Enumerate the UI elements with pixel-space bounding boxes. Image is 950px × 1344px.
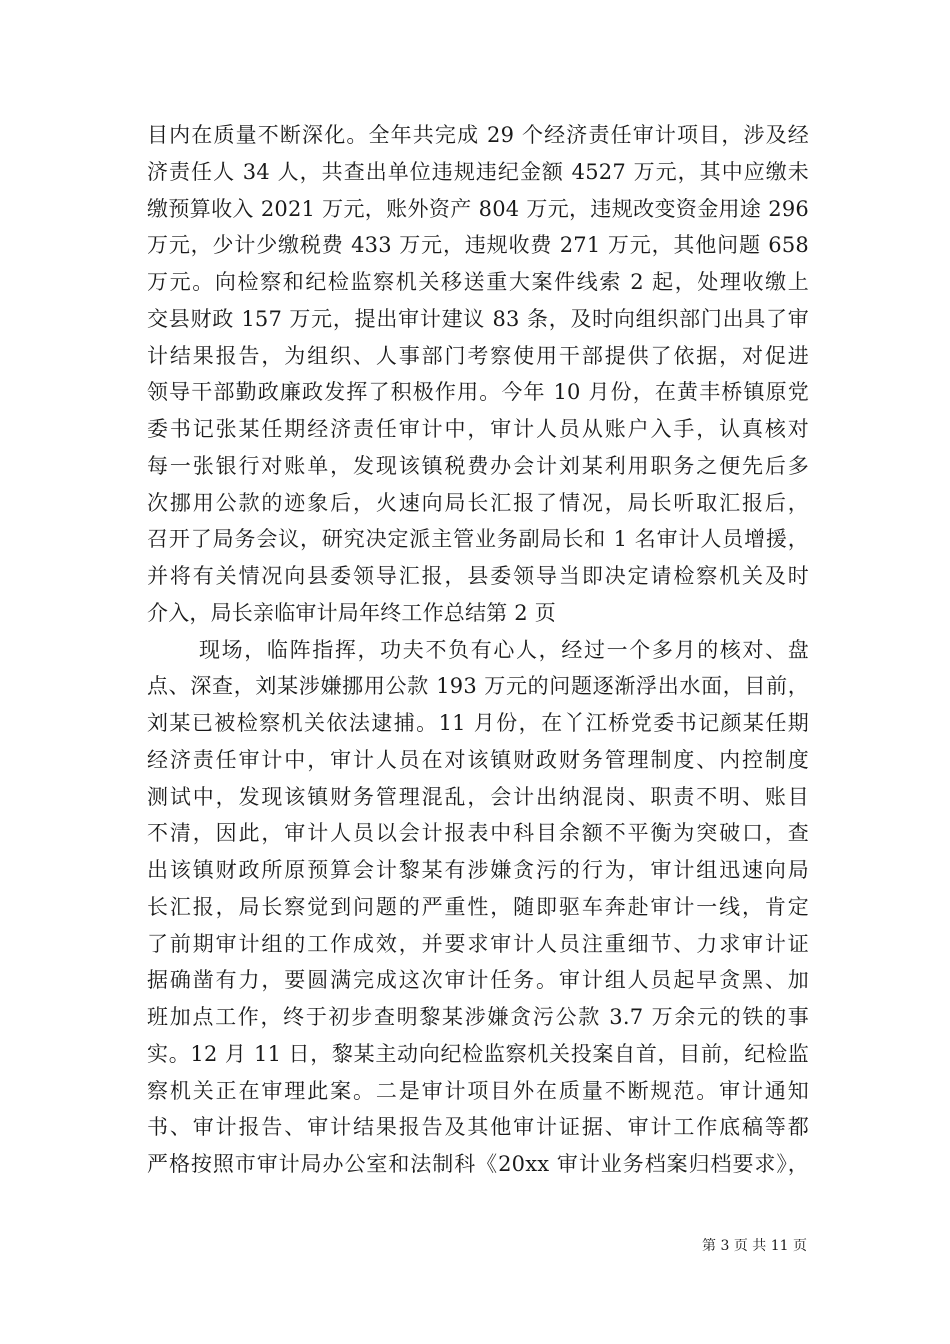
text-line: 委书记张某任期经济责任审计中，审计人员从账户入手，认真核对	[147, 417, 809, 441]
text-line: 目内在质量不断深化。全年共完成 29 个经济责任审计项目，涉及经	[147, 123, 809, 147]
text-line: 察机关正在审理此案。二是审计项目外在质量不断规范。审计通知	[147, 1078, 809, 1103]
text-line: 次挪用公款的迹象后，火速向局长汇报了情况，局长听取汇报后，	[147, 490, 809, 515]
body-text	[147, 117, 809, 1183]
text-line: 交县财政 157 万元，提出审计建议 83 条，及时向组织部门出具了审	[147, 306, 809, 331]
text-line: 不清，因此，审计人员以会计报表中科目余额不平衡为突破口，查	[147, 821, 809, 846]
text-line: 长汇报，局长察觉到问题的严重性，随即驱车奔赴审计一线，肯定	[147, 894, 809, 919]
text-line: 测试中，发现该镇财务管理混乱，会计出纳混岗、职责不明、账目	[147, 784, 809, 809]
text-line-paragraph-start: 现场，临阵指挥，功夫不负有心人，经过一个多月的核对、盘	[199, 637, 809, 662]
text-line: 万元。向检察和纪检监察机关移送重大案件线索 2 起，处理收缴上	[147, 270, 809, 294]
text-line: 出该镇财政所原预算会计黎某有涉嫌贪污的行为，审计组迅速向局	[147, 858, 809, 882]
text-line: 万元，少计少缴税费 433 万元，违规收费 271 万元，其他问题 658	[147, 233, 809, 258]
text-line: 缴预算收入 2021 万元，账外资产 804 万元，违规改变资金用途 296	[147, 196, 809, 221]
text-line: 实。12 月 11 日，黎某主动向纪检监察机关投案自首，目前，纪检监	[147, 1041, 809, 1066]
text-line: 班加点工作，终于初步查明黎某涉嫌贪污公款 3.7 万余元的铁的事	[147, 1005, 809, 1029]
text-line: 刘某已被检察机关依法逮捕。11 月份，在丫江桥党委书记颜某任期	[147, 711, 809, 735]
page-footer	[0, 1236, 950, 1256]
text-line: 了前期审计组的工作成效，并要求审计人员注重细节、力求审计证	[147, 931, 809, 956]
text-line: 书、审计报告、审计结果报告及其他审计证据、审计工作底稿等都	[147, 1115, 809, 1140]
text-line: 介入，局长亲临审计局年终工作总结第 2 页	[147, 600, 556, 625]
page-number: 第 3 页 共 11 页	[702, 1238, 807, 1254]
text-line: 领导干部勤政廉政发挥了积极作用。今年 10 月份，在黄丰桥镇原党	[147, 380, 809, 405]
text-line: 据确凿有力，要圆满完成这次审计任务。审计组人员起早贪黑、加	[147, 968, 809, 993]
text-line: 严格按照市审计局办公室和法制科《20xx 审计业务档案归档要求》，	[147, 1152, 809, 1176]
text-line: 经济责任审计中，审计人员在对该镇财政财务管理制度、内控制度	[147, 747, 809, 772]
text-line: 济责任人 34 人，共查出单位违规违纪金额 4527 万元，其中应缴未	[147, 159, 809, 184]
text-line: 召开了局务会议，研究决定派主管业务副局长和 1 名审计人员增援，	[147, 527, 809, 552]
text-line: 点、深查，刘某涉嫌挪用公款 193 万元的问题逐渐浮出水面，目前，	[147, 674, 809, 699]
text-line: 每一张银行对账单，发现该镇税费办会计刘某利用职务之便先后多	[147, 453, 809, 478]
text-line: 并将有关情况向县委领导汇报，县委领导当即决定请检察机关及时	[147, 564, 809, 588]
text-line: 计结果报告，为组织、人事部门考察使用干部提供了依据，对促进	[147, 343, 809, 368]
